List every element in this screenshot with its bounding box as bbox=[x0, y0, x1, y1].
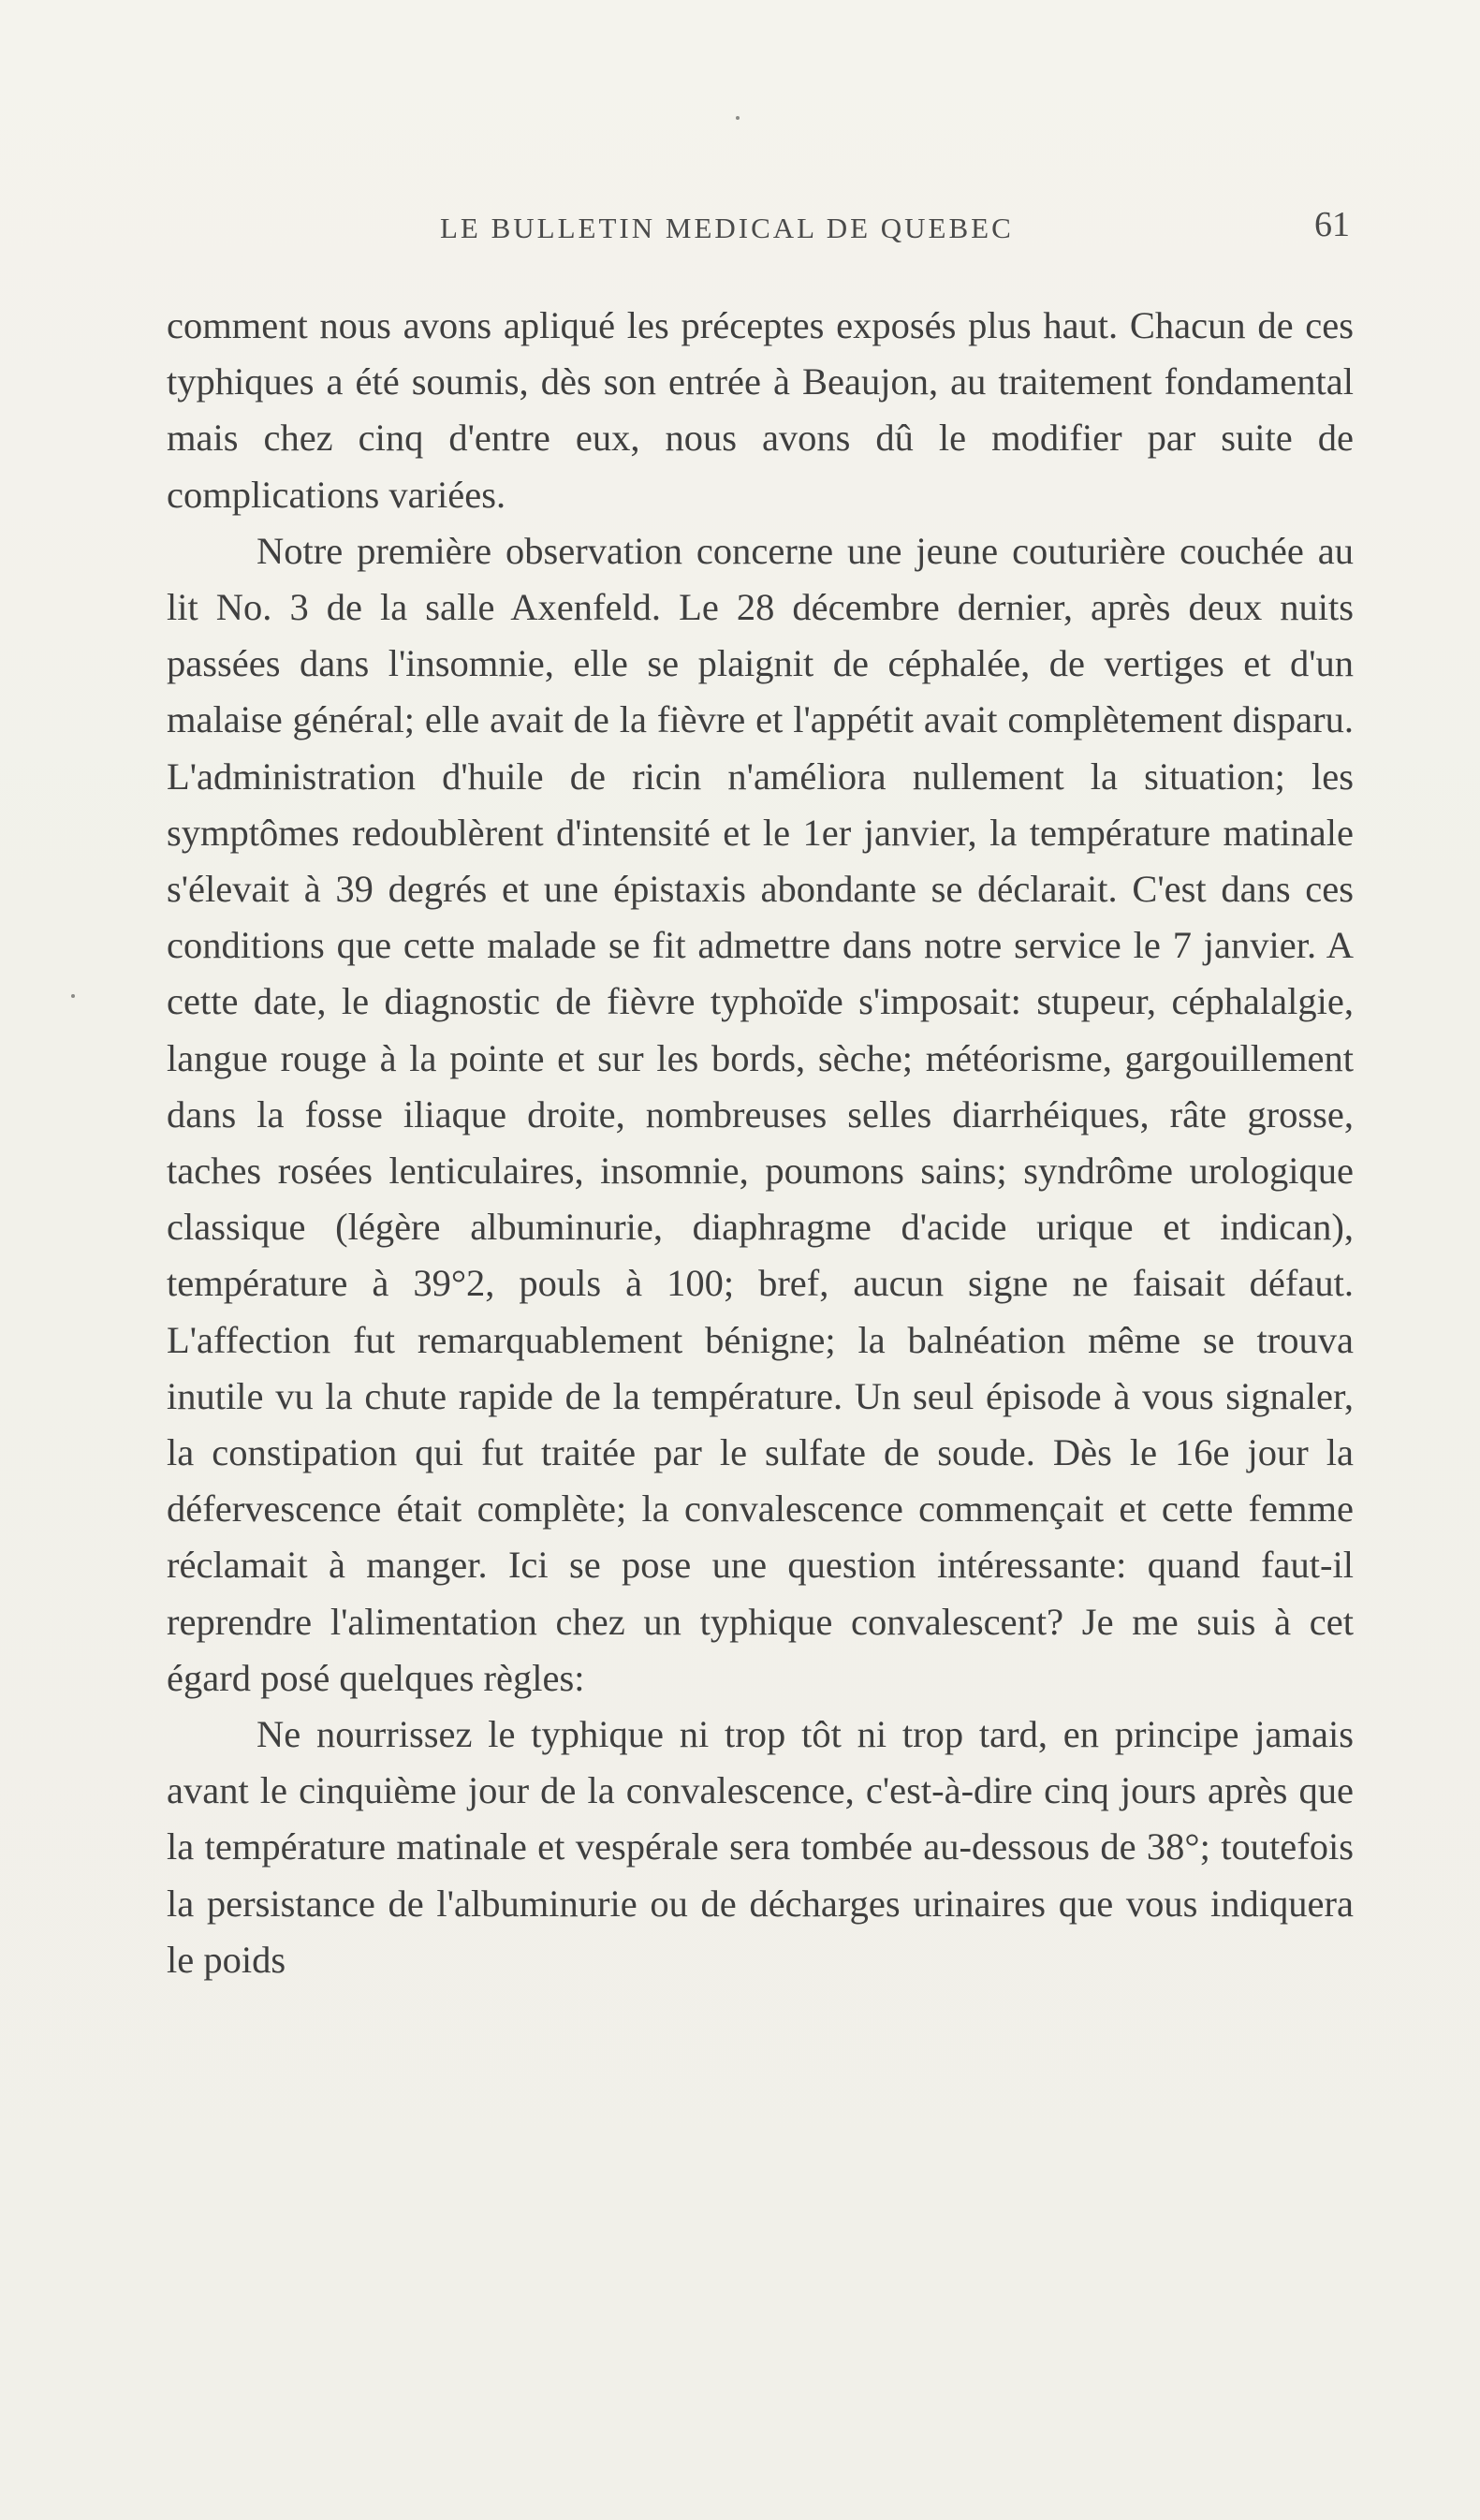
speck-mark bbox=[71, 994, 75, 998]
paragraph: Notre première observation concerne une jeune couturière couchée au lit No. 3 de la salle Axenfeld. Le 28 décembre dernier, après deux nuits passées dans l'insomnie, elle se plaignit de céphalée, de vertiges et d'un malaise général; elle avait de la fièvre et l'appétit avait complètement disparu. L'administration d'huile de ricin n'améliora nullement la situation; les symptômes redoublèrent d'intensité et le 1er janvier, la température matinale s'élevait à 39 degrés et une épistaxis abondante se déclarait. C'est dans ces conditions que cette malade se fit admettre dans notre service le 7 janvier. A cette date, le diagnostic de fièvre typhoïde s'imposait: stupeur, céphalalgie, langue rouge à la pointe et sur les bords, sèche; météorisme, gargouillement dans la fosse iliaque droite, nombreuses selles diarrhéiques, râte grosse, taches rosées lenticulaires, insomnie, poumons sains; syndrôme urologique classique (légère albuminurie, diaphragme d'acide urique et indican), température à 39°2, pouls à 100; bref, aucun signe ne faisait défaut. L'affection fut remarquablement bénigne; la balnéation même se trouva inutile vu la chute rapide de la température. Un seul épisode à vous signaler, la constipation qui fut traitée par le sulfate de soude. Dès le 16e jour la défervescence était complète; la convalescence commençait et cette femme réclamait à manger. Ici se pose une question intéressante: quand faut-il reprendre l'alimentation chez un typhique convalescent? Je me suis à cet égard posé quelques règles: bbox=[167, 529, 1354, 1699]
running-head: LE BULLETIN MEDICAL DE QUEBEC bbox=[440, 212, 1014, 244]
paragraph: comment nous avons apliqué les préceptes exposés plus haut. Chacun de ces typhiques a été soumis, dès son entrée à Beaujon, au traitement fondamental mais chez cinq d'entre eux, nous avons dû le modifier par suite de complications variées. bbox=[167, 304, 1354, 516]
page-header bbox=[169, 204, 1350, 251]
page-number: 61 bbox=[1314, 205, 1350, 244]
speck-mark bbox=[736, 116, 740, 120]
body-text bbox=[167, 298, 1354, 1988]
paragraph: Ne nourrissez le typhique ni trop tôt ni trop tard, en principe jamais avant le cinquième jour de la convalescence, c'est-à-dire cinq jours après que la température matinale et vespérale sera tombée au-dessous de 38°; toutefois la persistance de l'albuminurie ou de décharges urinaires que vous indiquera le poids bbox=[167, 1713, 1354, 1981]
